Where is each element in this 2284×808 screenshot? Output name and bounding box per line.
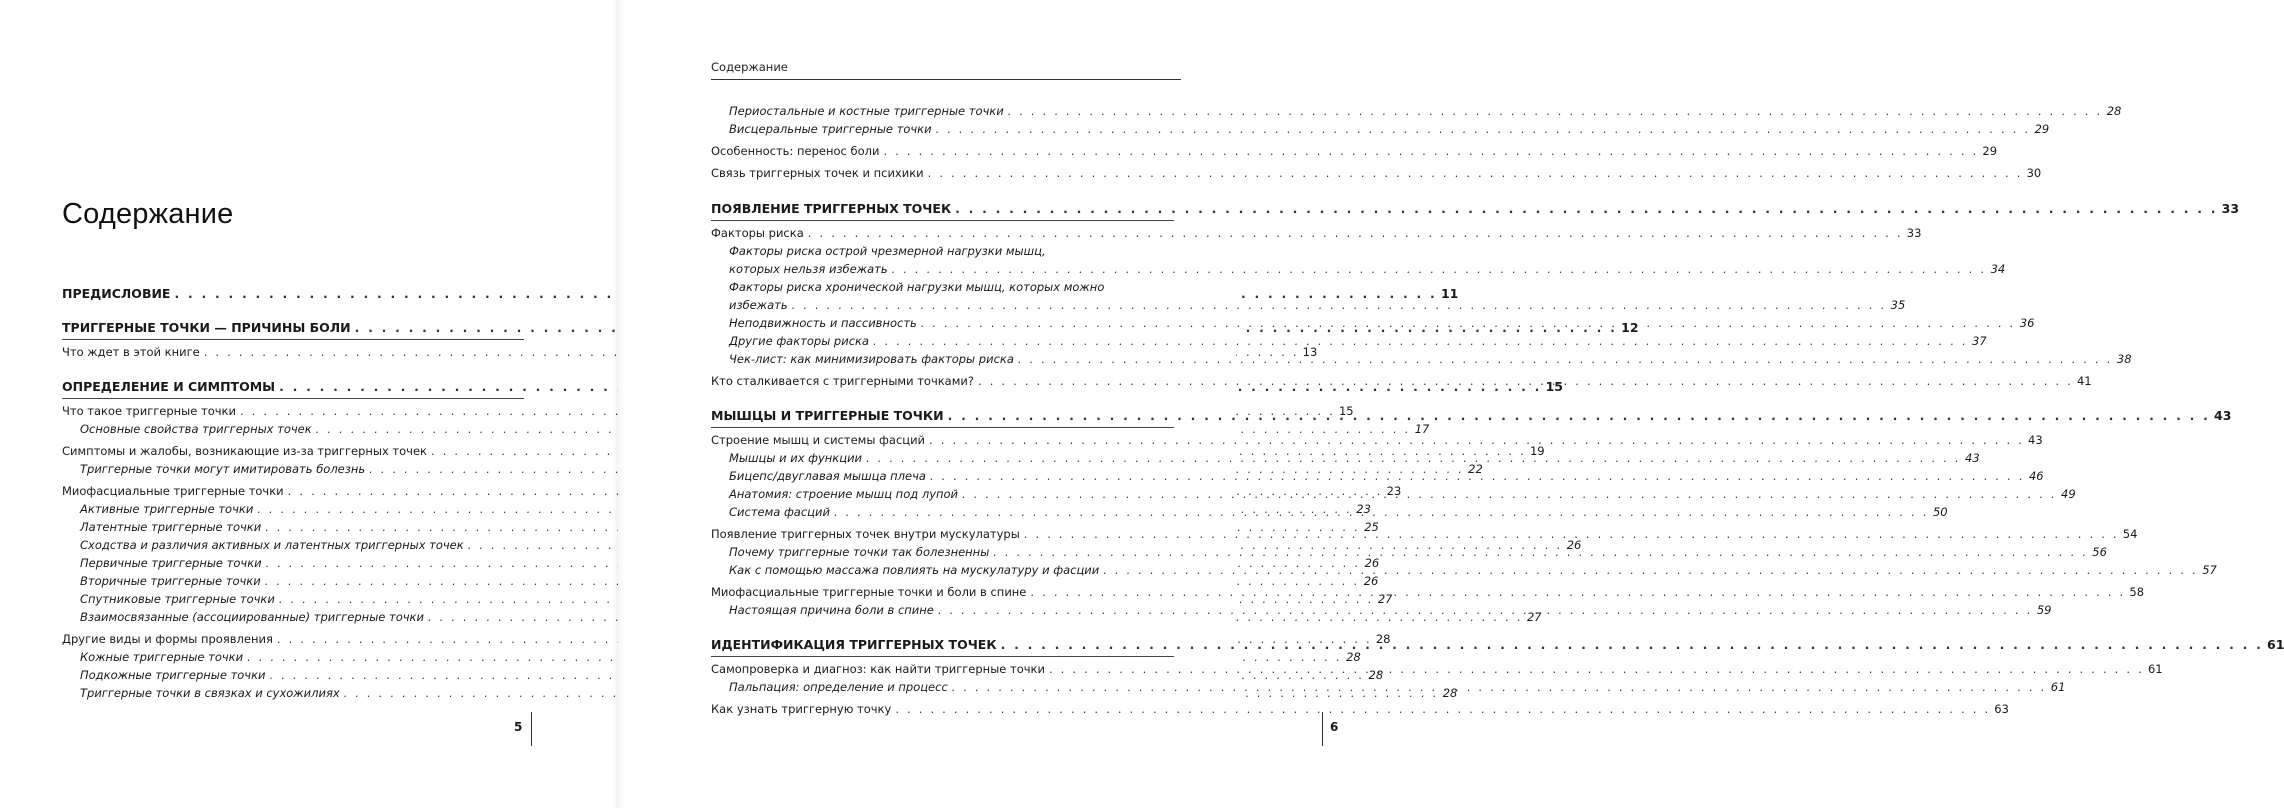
entry-title: Вторичные триггерные точки bbox=[80, 574, 261, 588]
page-ref: 23 bbox=[1386, 484, 1402, 498]
toc-section[interactable] bbox=[711, 142, 1998, 160]
entry-title: Сходства и различия активных и латентных триггерных точек bbox=[80, 538, 464, 552]
page-ref: 43 bbox=[2214, 408, 2232, 423]
page-number-rule bbox=[531, 712, 532, 746]
page-ref: 56 bbox=[2092, 545, 2107, 559]
page-ref: 38 bbox=[2116, 352, 2132, 366]
entry-title: МЫШЦЫ И ТРИГГЕРНЫЕ ТОЧКИ bbox=[711, 408, 944, 423]
page-ref: 54 bbox=[2122, 527, 2138, 541]
entry-title: Спутниковые триггерные точки bbox=[80, 592, 275, 606]
dot-leader bbox=[866, 449, 1961, 467]
chapter-rule bbox=[62, 339, 524, 340]
entry-title: Основные свойства триггерных точек bbox=[80, 422, 312, 436]
entry-title: Что такое триггерные точки bbox=[62, 404, 236, 418]
dot-leader bbox=[873, 332, 1968, 350]
page-ref: 15 bbox=[1338, 404, 1354, 418]
entry-title: Анатомия: строение мышц под лупой bbox=[729, 487, 959, 501]
page-ref: 41 bbox=[2076, 374, 2092, 388]
page-ref: 27 bbox=[1526, 610, 1542, 624]
entry-title: которых нельзя избежать bbox=[729, 262, 888, 276]
dot-leader bbox=[955, 200, 2217, 218]
page-ref: 58 bbox=[2129, 585, 2145, 599]
page-ref: 26 bbox=[1363, 574, 1379, 588]
page-number: 6 bbox=[1330, 720, 1339, 734]
page-ref: 26 bbox=[1566, 538, 1582, 552]
entry-title: избежать bbox=[729, 298, 788, 312]
page-ref: 61 bbox=[2050, 680, 2066, 694]
dot-leader bbox=[1018, 350, 2113, 368]
dot-leader bbox=[834, 503, 1929, 521]
toc-section[interactable] bbox=[711, 431, 2043, 449]
dot-leader bbox=[978, 372, 2073, 390]
toc-chapter[interactable] bbox=[711, 200, 2240, 218]
entry-title: Что ждет в этой книге bbox=[62, 345, 200, 359]
page-ref: 34 bbox=[1990, 262, 2006, 276]
page-ref: 61 bbox=[2147, 662, 2163, 676]
toc-subsection[interactable] bbox=[711, 120, 2050, 138]
entry-title: ИДЕНТИФИКАЦИЯ ТРИГГЕРНЫХ ТОЧЕК bbox=[711, 637, 997, 652]
dot-leader bbox=[928, 164, 2023, 182]
page-ref: 17 bbox=[1414, 422, 1430, 436]
dot-leader bbox=[938, 601, 2033, 619]
dot-leader bbox=[1001, 636, 2263, 654]
page-ref: 23 bbox=[1356, 502, 1371, 516]
page-ref: 28 bbox=[1442, 686, 1458, 700]
dot-leader bbox=[1008, 102, 2103, 120]
page-ref: 25 bbox=[1364, 520, 1379, 534]
running-header: Содержание bbox=[711, 60, 788, 74]
chapter-rule bbox=[711, 656, 1174, 657]
toc-subsection-line[interactable]: Факторы риска хронической нагрузки мышц, которых можно bbox=[729, 280, 1105, 294]
page-ref: 29 bbox=[2034, 122, 2050, 136]
entry-title: Кто сталкивается с триггерными точками? bbox=[711, 374, 974, 388]
page-ref: 43 bbox=[1965, 451, 1980, 465]
page-ref: 49 bbox=[2061, 487, 2076, 501]
entry-title: Подкожные триггерные точки bbox=[80, 668, 266, 682]
entry-title: ТРИГГЕРНЫЕ ТОЧКИ — ПРИЧИНЫ БОЛИ bbox=[62, 320, 351, 335]
dot-leader bbox=[936, 120, 2031, 138]
entry-title: Строение мышц и системы фасций bbox=[711, 433, 926, 447]
dot-leader bbox=[952, 678, 2047, 696]
entry-title: Настоящая причина боли в спине bbox=[729, 603, 934, 617]
entry-title: Активные триггерные точки bbox=[80, 502, 254, 516]
page-ref: 37 bbox=[1972, 334, 1987, 348]
toc-subsection[interactable] bbox=[62, 420, 1430, 438]
entry-title: Как с помощью массажа повлиять на мускулатуру и фасции bbox=[729, 563, 1100, 577]
entry-title: Мышцы и их функции bbox=[729, 451, 863, 465]
page-ref: 57 bbox=[2202, 563, 2217, 577]
entry-title: Чек-лист: как минимизировать факторы риска bbox=[729, 352, 1014, 366]
dot-leader bbox=[883, 142, 1978, 160]
dot-leader bbox=[929, 431, 2024, 449]
page-ref: 12 bbox=[1621, 320, 1639, 335]
page-ref: 43 bbox=[2028, 433, 2043, 447]
page-ref: 19 bbox=[1529, 444, 1545, 458]
page-number-rule bbox=[1322, 712, 1323, 746]
toc-section[interactable] bbox=[711, 700, 2009, 718]
entry-title: Самопроверка и диагноз: как найти триггерные точки bbox=[711, 662, 1045, 676]
chapter-rule bbox=[62, 398, 524, 399]
toc-section[interactable] bbox=[711, 224, 1922, 242]
entry-title: Другие факторы риска bbox=[729, 334, 870, 348]
toc-subsection[interactable] bbox=[711, 332, 1987, 350]
toc-subsection[interactable] bbox=[711, 260, 2006, 278]
toc-subsection[interactable] bbox=[711, 102, 2122, 120]
page-ref: 33 bbox=[1906, 226, 1922, 240]
entry-title: Особенность: перенос боли bbox=[711, 144, 880, 158]
toc-subsection-line[interactable]: Факторы риска острой чрезмерной нагрузки мышц, bbox=[729, 244, 1046, 258]
dot-leader bbox=[962, 485, 2057, 503]
entry-title: Периостальные и костные триггерные точки bbox=[729, 104, 1004, 118]
entry-title: Латентные триггерные точки bbox=[80, 520, 262, 534]
entry-title: Первичные триггерные точки bbox=[80, 556, 262, 570]
dot-leader bbox=[1049, 660, 2144, 678]
chapter-rule bbox=[711, 220, 1174, 221]
entry-title: Кожные триггерные точки bbox=[80, 650, 244, 664]
page-ref: 22 bbox=[1468, 462, 1483, 476]
page-ref: 61 bbox=[2267, 637, 2284, 652]
dot-leader bbox=[921, 314, 2016, 332]
header-rule bbox=[711, 79, 1181, 80]
toc-subsection[interactable] bbox=[62, 572, 1379, 590]
entry-title: Появление триггерных точек внутри мускулатуры bbox=[711, 527, 1020, 541]
page-ref: 35 bbox=[1890, 298, 1906, 312]
page-ref: 33 bbox=[2221, 201, 2240, 216]
dot-leader bbox=[930, 467, 2025, 485]
entry-title: Факторы риска bbox=[711, 226, 804, 240]
entry-title: Другие виды и формы проявления bbox=[62, 632, 273, 646]
entry-title: Неподвижность и пассивность bbox=[729, 316, 917, 330]
dot-leader bbox=[808, 224, 1903, 242]
entry-title: Симптомы и жалобы, возникающие из-за триггерных точек bbox=[62, 444, 427, 458]
dot-leader bbox=[1030, 583, 2125, 601]
dot-leader bbox=[1103, 561, 2198, 579]
page-ref: 63 bbox=[1994, 702, 2009, 716]
page-ref: 30 bbox=[2026, 166, 2042, 180]
page-number: 5 bbox=[514, 720, 523, 734]
entry-title: ПОЯВЛЕНИЕ ТРИГГЕРНЫХ ТОЧЕК bbox=[711, 201, 952, 216]
dot-leader bbox=[948, 407, 2210, 425]
entry-title: Висцеральные триггерные точки bbox=[729, 122, 932, 136]
dot-leader bbox=[993, 543, 2088, 561]
page-ref: 59 bbox=[2036, 603, 2052, 617]
page-ref: 28 bbox=[2106, 104, 2122, 118]
entry-title: Миофасциальные триггерные точки и боли в спине bbox=[711, 585, 1027, 599]
page-ref: 28 bbox=[1346, 650, 1361, 664]
entry-title: Взаимосвязанные (ассоциированные) триггерные точки bbox=[80, 610, 424, 624]
page-ref: 26 bbox=[1364, 556, 1380, 570]
dot-leader bbox=[895, 700, 1990, 718]
entry-title: Как узнать триггерную точку bbox=[711, 702, 892, 716]
page-ref: 36 bbox=[2019, 316, 2035, 330]
page-ref: 46 bbox=[2028, 469, 2044, 483]
toc-section[interactable] bbox=[711, 164, 2042, 182]
page-ref: 27 bbox=[1377, 592, 1393, 606]
dot-leader bbox=[892, 260, 1987, 278]
page-ref: 29 bbox=[1982, 144, 1998, 158]
page-ref: 15 bbox=[1545, 379, 1563, 394]
dot-leader bbox=[792, 296, 1887, 314]
page-ref: 13 bbox=[1302, 345, 1318, 359]
entry-title: Связь триггерных точек и психики bbox=[711, 166, 924, 180]
entry-title: Пальпация: определение и процесс bbox=[729, 680, 948, 694]
entry-title: Система фасций bbox=[729, 505, 830, 519]
entry-title: ОПРЕДЕЛЕНИЕ И СИМПТОМЫ bbox=[62, 379, 276, 394]
toc-subsection[interactable] bbox=[711, 296, 1906, 314]
entry-title: Бицепс/двуглавая мышца плеча bbox=[729, 469, 926, 483]
entry-title: Почему триггерные точки так болезненны bbox=[729, 545, 990, 559]
page-ref: 28 bbox=[1375, 632, 1391, 646]
page-title: Содержание bbox=[62, 198, 234, 230]
toc-subsection[interactable] bbox=[62, 648, 1361, 666]
page-ref: 11 bbox=[1440, 286, 1459, 301]
dot-leader bbox=[1024, 525, 2119, 543]
entry-title: Миофасциальные триггерные точки bbox=[62, 484, 284, 498]
entry-title: Триггерные точки могут имитировать болезнь bbox=[80, 462, 366, 476]
chapter-rule bbox=[711, 427, 1174, 428]
page-ref: 28 bbox=[1368, 668, 1384, 682]
entry-title: ПРЕДИСЛОВИЕ bbox=[62, 286, 171, 301]
page-ref: 50 bbox=[1932, 505, 1948, 519]
entry-title: Триггерные точки в связках и сухожилиях bbox=[80, 686, 340, 700]
